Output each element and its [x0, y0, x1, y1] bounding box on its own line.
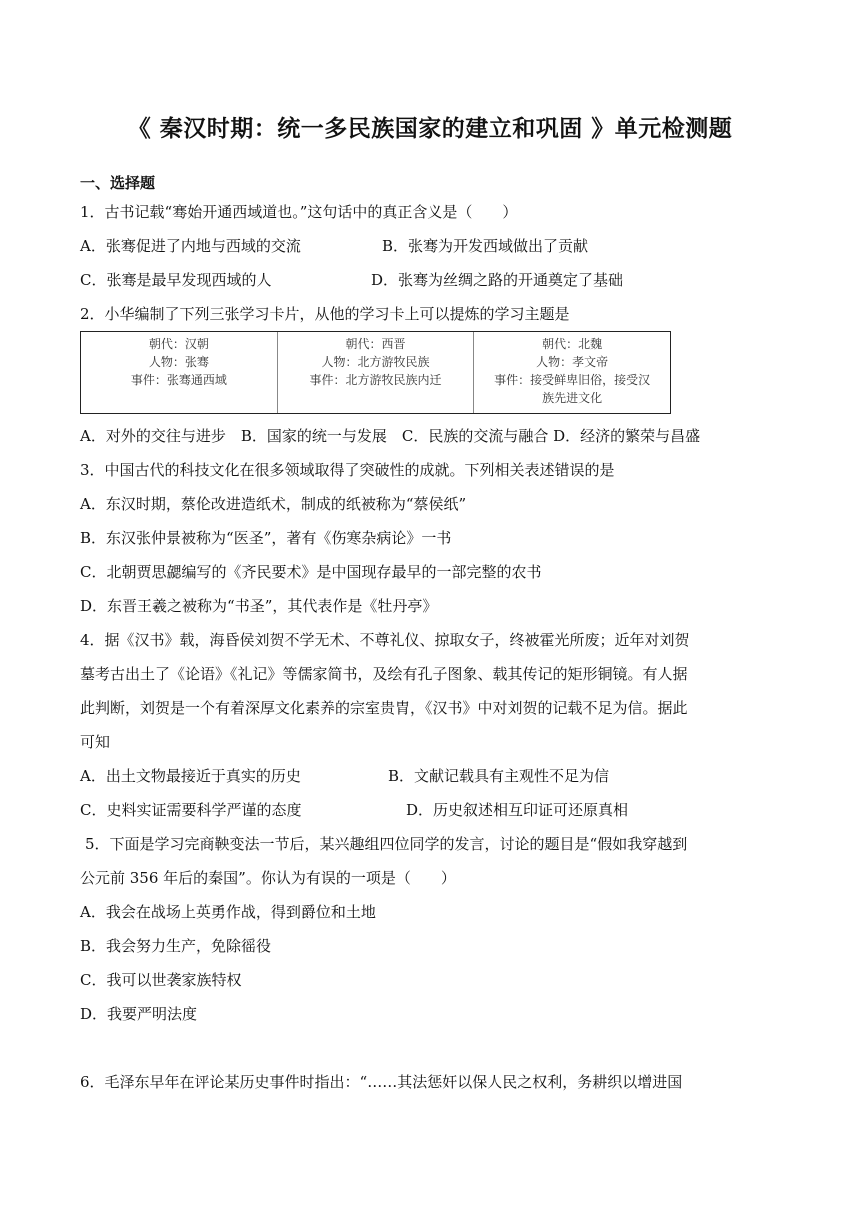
- card-event: 事件：北方游牧民族内迁: [309, 373, 442, 387]
- question-3-option-d: D．东晋王羲之被称为“书圣”，其代表作是《牡丹亭》: [80, 597, 438, 615]
- question-5-option-d: D．我要严明法度: [80, 1005, 198, 1023]
- card-event: 事件：接受鲜卑旧俗，接受汉: [494, 373, 651, 387]
- question-3-option-c: C．北朝贾思勰编写的《齐民要术》是中国现存最早的一部完整的农书: [80, 563, 542, 581]
- question-3-option-a: A．东汉时期，蔡伦改进造纸术，制成的纸被称为“蔡侯纸”: [80, 495, 467, 513]
- question-4-option-d: D．历史叙述相互印证可还原真相: [406, 801, 629, 819]
- card-dynasty: 朝代：北魏: [542, 337, 603, 351]
- question-4-option-c: C．史料实证需要科学严谨的态度: [80, 801, 302, 819]
- question-4-line-3: 此判断，刘贺是一个有着深厚文化素养的宗室贵胄，《汉书》中对刘贺的记载不足为信。据此: [80, 699, 688, 717]
- study-card: [81, 332, 277, 413]
- question-5-line-1: 5．下面是学习完商鞅变法一节后，某兴趣组四位同学的发言，讨论的题目是“假如我穿越到: [85, 835, 688, 853]
- card-event-continued: 族先进文化: [542, 391, 603, 405]
- question-4-option-a: A．出土文物最接近于真实的历史: [80, 767, 301, 785]
- card-event: 事件：张骞通西域: [130, 373, 227, 387]
- question-5-option-b: B．我会努力生产，免除徭役: [80, 937, 272, 955]
- card-person: 人物：张骞: [148, 355, 209, 369]
- card-person: 人物：孝文帝: [536, 355, 609, 369]
- question-2-options: A．对外的交往与进步 B．国家的统一与发展 C．民族的交流与融合 D．经济的繁荣与昌盛: [80, 427, 701, 445]
- study-card: [473, 332, 670, 413]
- question-2-stem: 2．小华编制了下列三张学习卡片，从他的学习卡上可以提炼的学习主题是: [80, 305, 570, 323]
- question-1-option-c: C．张骞是最早发现西域的人: [80, 271, 272, 289]
- question-4-line-2: 墓考古出土了《论语》《礼记》等儒家简书，及绘有孔子图象、载其传记的矩形铜镜。有人据: [80, 665, 688, 683]
- study-card: [277, 332, 474, 413]
- card-dynasty: 朝代：西晋: [345, 337, 406, 351]
- question-1-option-a: A．张骞促进了内地与西域的交流: [80, 237, 301, 255]
- study-card-table: [80, 331, 671, 414]
- question-3-stem: 3．中国古代的科技文化在很多领域取得了突破性的成就。下列相关表述错误的是: [80, 461, 615, 479]
- question-3-option-b: B．东汉张仲景被称为“医圣”，著有《伤寒杂病论》一书: [80, 529, 452, 547]
- question-6-line-1: 6．毛泽东早年在评论某历史事件时指出：“……其法惩奸以保人民之权利，务耕织以增进国: [80, 1073, 683, 1091]
- question-1-option-d: D．张骞为丝绸之路的开通奠定了基础: [371, 271, 624, 289]
- question-5-option-c: C．我可以世袭家族特权: [80, 971, 242, 989]
- question-4-line-1: 4．据《汉书》载，海昏侯刘贺不学无术、不尊礼仪、掠取女子，终被霍光所废；近年对刘贺: [80, 631, 690, 649]
- question-4-option-b: B．文献记载具有主观性不足为信: [388, 767, 610, 785]
- question-5-option-a: A．我会在战场上英勇作战，得到爵位和土地: [80, 903, 376, 921]
- section-heading: 一、选择题: [80, 174, 156, 192]
- question-4-line-4: 可知: [80, 733, 111, 751]
- card-dynasty: 朝代：汉朝: [148, 337, 209, 351]
- question-5-line-2: 公元前 356 年后的秦国”。你认为有误的一项是（ ）: [80, 869, 456, 887]
- card-person: 人物：北方游牧民族: [321, 355, 430, 369]
- question-1-option-b: B．张骞为开发西域做出了贡献: [382, 237, 589, 255]
- question-1-stem: 1．古书记载“骞始开通西域道也。”这句话中的真正含义是（ ）: [80, 203, 518, 221]
- page-title: 《 秦汉时期：统一多民族国家的建立和巩固 》单元检测题: [127, 116, 733, 142]
